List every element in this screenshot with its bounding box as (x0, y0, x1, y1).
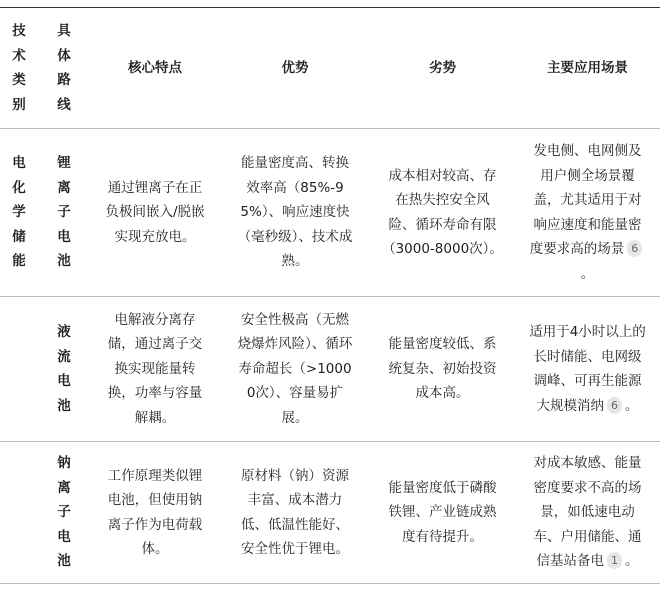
scenario-cell (515, 442, 660, 584)
advantage-cell: 安全性极高（无燃烧爆炸风险）、循环寿命超长（>10000次）、容量易扩展。 (237, 311, 353, 426)
scenario-cell (515, 129, 660, 297)
scenario-text: 发电侧、电网侧及用户侧全场景覆盖，尤其适用于对响应速度和能量密度要求高的场景 (529, 143, 642, 257)
category-cell (0, 297, 38, 442)
header-advantage: 优势 (281, 59, 309, 76)
header-route: 具体路线 (57, 23, 71, 113)
citation-badge[interactable]: 1 (607, 552, 622, 569)
route-cell: 液流电池 (57, 324, 71, 414)
disadvantage-cell: 能量密度较低、系统复杂、初始投资成本高。 (388, 336, 497, 402)
header-category: 技术类别 (12, 23, 26, 113)
feature-cell: 通过锂离子在正负极间嵌入/脱嵌实现充放电。 (105, 179, 205, 245)
header-feature: 核心特点 (128, 59, 182, 76)
header-disadvantage: 劣势 (429, 59, 456, 76)
scenario-end: 。 (625, 397, 639, 414)
advantage-cell: 原材料（钠）资源丰富、成本潜力低、低温性能好、安全性优于锂电。 (241, 467, 349, 557)
scenario-text: 对成本敏感、能量密度要求不高的场景，如低速电动车、户用储能、通信基站备电 (533, 455, 642, 570)
header-scenario: 主要应用场景 (547, 59, 628, 76)
advantage-cell: 能量密度高、转换效率高（85%-95%）、响应速度快（毫秒级）、技术成熟。 (237, 155, 353, 270)
table-row (0, 297, 660, 442)
scenario-cell (515, 297, 660, 442)
feature-cell: 工作原理类似锂电池，但使用钠离子作为电荷载体。 (107, 467, 203, 557)
category-cell (0, 442, 38, 584)
route-cell: 钠离子电池 (57, 455, 71, 570)
table-row (0, 442, 660, 584)
citation-badge[interactable]: 6 (607, 397, 622, 414)
header-row (0, 8, 660, 129)
scenario-end: 。 (580, 265, 595, 282)
disadvantage-cell: 能量密度低于磷酸铁锂、产业链成熟度有待提升。 (388, 479, 497, 545)
scenario-text: 适用于4小时以上的长时储能、电网级调峰、可再生能源大规模消纳 (529, 324, 646, 414)
scenario-end: 。 (625, 553, 639, 570)
category-cell: 电化学储能 (12, 155, 26, 270)
feature-cell: 电解液分离存储，通过离子交换实现能量转换，功率与容量解耦。 (107, 311, 203, 426)
route-cell: 锂离子电池 (57, 155, 71, 270)
energy-storage-table (0, 7, 660, 584)
table-row (0, 129, 660, 297)
disadvantage-cell: 成本相对较高、存在热失控安全风险、循环寿命有限（3000-8000次）。 (382, 167, 503, 257)
citation-badge[interactable]: 6 (627, 240, 642, 257)
